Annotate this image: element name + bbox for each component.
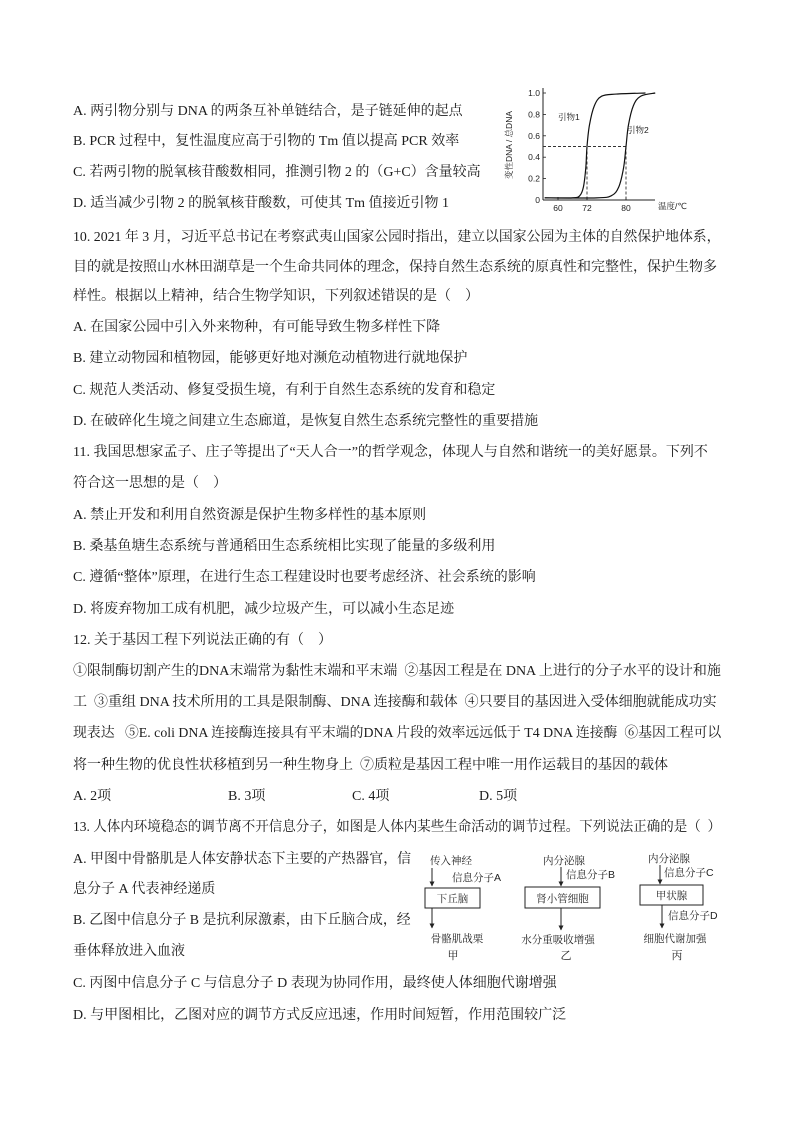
panel-jia-input: 传入神经 [430,855,472,867]
q9-option-c: C. 若两引物的脱氧核苷酸数相同，推测引物 2 的（G+C）含量较高 [73,165,481,180]
y-tick-label: 0.6 [528,130,540,141]
x-tick-label: 72 [582,203,592,213]
panel-bing-box-label: 甲状腺 [655,890,688,902]
q11-option-c: C. 遵循“整体”原理，在进行生态工程建设时也要考虑经济、社会系统的影响 [73,570,536,585]
y-tick-label: 1.0 [528,88,540,98]
q11-option-b: B. 桑基鱼塘生态系统与普通稻田生态系统相比实现了能量的多级利用 [73,539,496,554]
q11-stem-line-1: 11. 我国思想家孟子、庄子等提出了“天人合一”的哲学观念，体现人与自然和谐统一的美好愿景。下列不 [73,445,708,460]
panel-bing-caption: 丙 [671,950,683,962]
q12-stem: 12. 关于基因工程下列说法正确的有（ ） [73,633,332,648]
panel-bing-signal-c: 信息分子C [664,867,714,879]
series-curve-2 [545,93,656,198]
panel-bing [640,852,718,962]
y-tick-label: 0 [535,195,540,205]
q13-option-a-line-2: 息分子 A 代表神经递质 [73,882,216,897]
panel-yi-input: 内分泌腺 [543,855,585,867]
q10-stem-line-3: 样性。根据以上精神，结合生物学知识，下列叙述错误的是（ ） [73,289,479,304]
series-label-2: 引物2 [627,125,649,135]
q12-option-b: B. 3项 [228,789,266,804]
regulation-diagram [418,848,728,966]
y-axis-label: 变性DNA / 总DNA [504,110,514,180]
panel-yi-caption: 乙 [560,950,572,962]
q13-option-c: C. 丙图中信息分子 C 与信息分子 D 表现为协同作用，最终使人体细胞代谢增强 [73,976,557,991]
q12-statement-line-2: 工 ③重组 DNA 技术所用的工具是限制酶、DNA 连接酶和载体 ④只要目的基因进入受体细胞就能成功实 [73,695,717,710]
panel-jia-caption: 甲 [447,950,459,962]
q12-option-d: D. 5项 [479,789,518,804]
panel-jia-signal: 信息分子A [452,872,502,884]
panel-jia-box-label: 下丘脑 [436,893,469,905]
series-curve-1 [545,93,646,198]
primer-melting-chart [500,85,705,217]
panel-jia [425,854,501,962]
x-tick-label: 80 [621,203,631,213]
q13-option-d: D. 与甲图相比，乙图对应的调节方式反应迅速，作用时间短暂，作用范围较广泛 [73,1008,567,1023]
q9-option-d: D. 适当减少引物 2 的脱氧核苷酸数，可使其 Tm 值接近引物 1 [73,196,450,211]
q13-stem: 13. 人体内环境稳态的调节离不开信息分子，如图是人体内某些生命活动的调节过程。下列说法正确的是（ ） [73,820,721,835]
q12-statement-line-3: 现表达 ⑤E. coli DNA 连接酶连接具有平末端的DNA 片段的效率远远低于 T4 DNA 连接酶 ⑥基因工程可以 [73,726,722,741]
q13-option-b-line-2: 垂体释放进入血液 [73,944,185,959]
panel-bing-output: 细胞代谢加强 [643,933,707,945]
panel-bing-input: 内分泌腺 [648,853,690,865]
q10-option-c: C. 规范人类活动、修复受损生境，有利于自然生态系统的发育和稳定 [73,383,496,398]
q13-option-b-line-1: B. 乙图中信息分子 B 是抗利尿激素，由下丘脑合成，经 [73,913,411,928]
x-axis-label: 温度/℃ [658,201,687,211]
q11-option-a: A. 禁止开发和利用自然资源是保护生物多样性的基本原则 [73,508,427,523]
q10-stem-line-1: 10. 2021 年 3 月，习近平总书记在考察武夷山国家公园时指出，建立以国家公园为主体的自然保护地体系， [73,230,721,245]
q9-option-b: B. PCR 过程中，复性温度应高于引物的 Tm 值以提高 PCR 效率 [73,134,460,149]
q12-statement-line-1: ①限制酶切割产生的DNA末端常为黏性末端和平末端 ②基因工程是在 DNA 上进行的分子水平的设计和施 [73,664,721,679]
q10-stem-line-2: 目的就是按照山水林田湖草是一个生命共同体的理念，保持自然生态系统的原真性和完整性，保护生物多 [73,260,717,275]
panel-jia-output: 骨骼肌战栗 [430,933,484,945]
panel-bing-signal-d: 信息分子D [668,910,718,922]
q13-option-a-line-1: A. 甲图中骨骼肌是人体安静状态下主要的产热器官，信 [73,852,412,867]
q12-option-c: C. 4项 [352,789,390,804]
panel-yi-output: 水分重吸收增强 [521,934,595,946]
y-tick-label: 0.2 [528,173,540,184]
q11-stem-line-2: 符合这一思想的是（ ） [73,476,227,491]
panel-yi [521,854,615,962]
panel-yi-box-label: 肾小管细胞 [536,893,589,905]
q10-option-a: A. 在国家公园中引入外来物种，有可能导致生物多样性下降 [73,320,441,335]
q9-option-a: A. 两引物分别与 DNA 的两条互补单链结合，是子链延伸的起点 [73,104,463,119]
x-tick-label: 60 [553,203,563,213]
y-tick-label: 0.4 [528,152,540,163]
q10-option-b: B. 建立动物园和植物园，能够更好地对濒危动植物进行就地保护 [73,351,468,366]
q12-statement-line-4: 将一种生物的优良性状移植到另一种生物身上 ⑦质粒是基因工程中唯一用作运载目的基因的载体 [73,758,668,773]
q12-option-a: A. 2项 [73,789,112,804]
q11-option-d: D. 将废弃物加工成有机肥，减少垃圾产生，可以减小生态足迹 [73,602,455,617]
q10-option-d: D. 在破碎化生境之间建立生态廊道，是恢复自然生态系统完整性的重要措施 [73,414,539,429]
panel-yi-signal: 信息分子B [566,869,616,881]
series-label-1: 引物1 [558,112,580,122]
y-tick-label: 0.8 [528,109,540,120]
